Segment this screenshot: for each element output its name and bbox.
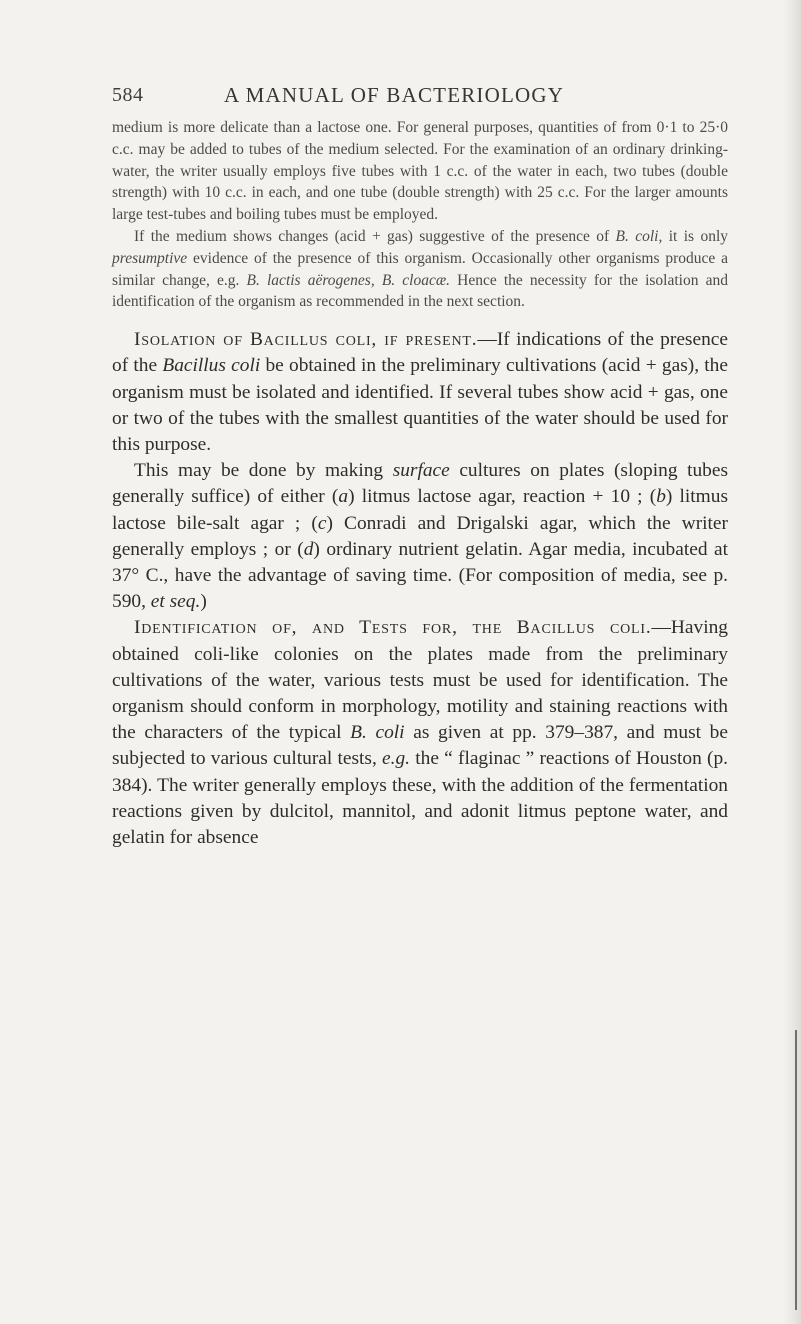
paragraph-text: This may be done by making: [134, 460, 393, 482]
section-identification: [112, 615, 728, 851]
running-title: A MANUAL OF BACTERIOLOGY: [224, 83, 565, 107]
paragraph-text: —If indications of the presence of the: [112, 329, 728, 377]
list-letter-d: d: [303, 538, 314, 560]
paragraph-text: Hence the necessity for the isolation and identification of the organism as recommended in the next section.: [112, 271, 728, 311]
paragraph-text: cultures on plates (sloping tubes generally suffice) of either (: [112, 460, 728, 508]
paragraph-text: ) ordinary nutrient gelatin. Agar media, incubated at 37° C., have the advantage of saving time. (For composition of media, see p. 590,: [112, 538, 729, 613]
paragraph-text: If the medium shows changes (acid + gas) suggestive of the presence of: [134, 227, 616, 245]
paragraph-surface-cultures: [112, 458, 728, 615]
italic-abbreviation: e.g.: [382, 748, 411, 770]
section-heading-isolation: Isolation of Bacillus coli, if present.: [134, 329, 478, 351]
paragraph-text: —Having obtained coli-like colonies on the plates made from the preliminary cultivations of the water, various tests must be used for identification. The organism should conform in morphology, motility and staining reactions with the characters of the typical: [112, 617, 728, 744]
paragraph-medium-quantities: [112, 117, 728, 226]
page-content: [112, 117, 728, 851]
paragraph-text: be obtained in the preliminary cultivations (acid + gas), the organism must be isolated and identified. If several tubes show acid + gas, one or two of the tubes with the smallest quantities of the water should be used for this purpose.: [112, 355, 728, 455]
italic-organism-name: Bacillus coli: [162, 355, 261, 377]
paragraph-text: ) litmus lactose bile-salt agar ; (: [112, 486, 728, 534]
paragraph-text: ) Conradi and Drigalski agar, which the writer generally employs ; or (: [112, 512, 728, 560]
list-letter-a: a: [338, 486, 349, 508]
italic-organism-names: B. lactis aërogenes, B. cloacæ.: [246, 271, 451, 289]
paragraph-text: medium is more delicate than a lactose one. For general purposes, quantities of from 0·1 to 25·0 c.c. may be added to tubes of the medium selected. For the examination of an ordinary drinking-water, the writer usually employs five tubes with 1 c.c. of the water in each, two tubes (double strength) with 10 c.c. in each, and one tube (double strength) with 25 c.c. For the larger amounts large test-tubes and boiling tubes must be employed.: [112, 119, 728, 224]
paragraph-text: it is only: [662, 227, 728, 245]
page-number: 584: [112, 84, 144, 106]
italic-organism-name: B. coli,: [615, 227, 663, 245]
section-heading-identification: Identification of, and Tests for, the Bacillus coli.: [134, 617, 652, 639]
section-isolation: [112, 327, 728, 458]
paragraph-text: ): [200, 591, 207, 613]
paragraph-text: as given at pp. 379–387, and must be subjected to various cultural tests,: [112, 722, 728, 770]
page-edge-mark: [795, 1030, 797, 1310]
list-letter-c: c: [317, 512, 327, 534]
paragraph-presumptive-evidence: [112, 226, 728, 313]
italic-term: surface: [392, 460, 450, 482]
section-spacer: [112, 313, 728, 327]
italic-reference: et seq.: [150, 591, 201, 613]
paragraph-text: evidence of the presence of this organism. Occasionally other organisms produce a similar change, e.g.: [112, 249, 728, 289]
paragraph-text: ) litmus lactose agar, reaction + 10 ; (: [348, 486, 657, 508]
paragraph-text: the “ flaginac ” reactions of Houston (p. 384). The writer generally employs these, with the addition of the fermentation reactions given by dulcitol, mannitol, and adonit litmus peptone water, and gelatin for absence: [112, 748, 728, 849]
page-header: [112, 84, 724, 114]
page-edge-shadow: [783, 0, 801, 1324]
italic-organism-name: B. coli: [350, 722, 405, 744]
italic-term: presumptive: [112, 249, 188, 267]
list-letter-b: b: [656, 486, 666, 508]
